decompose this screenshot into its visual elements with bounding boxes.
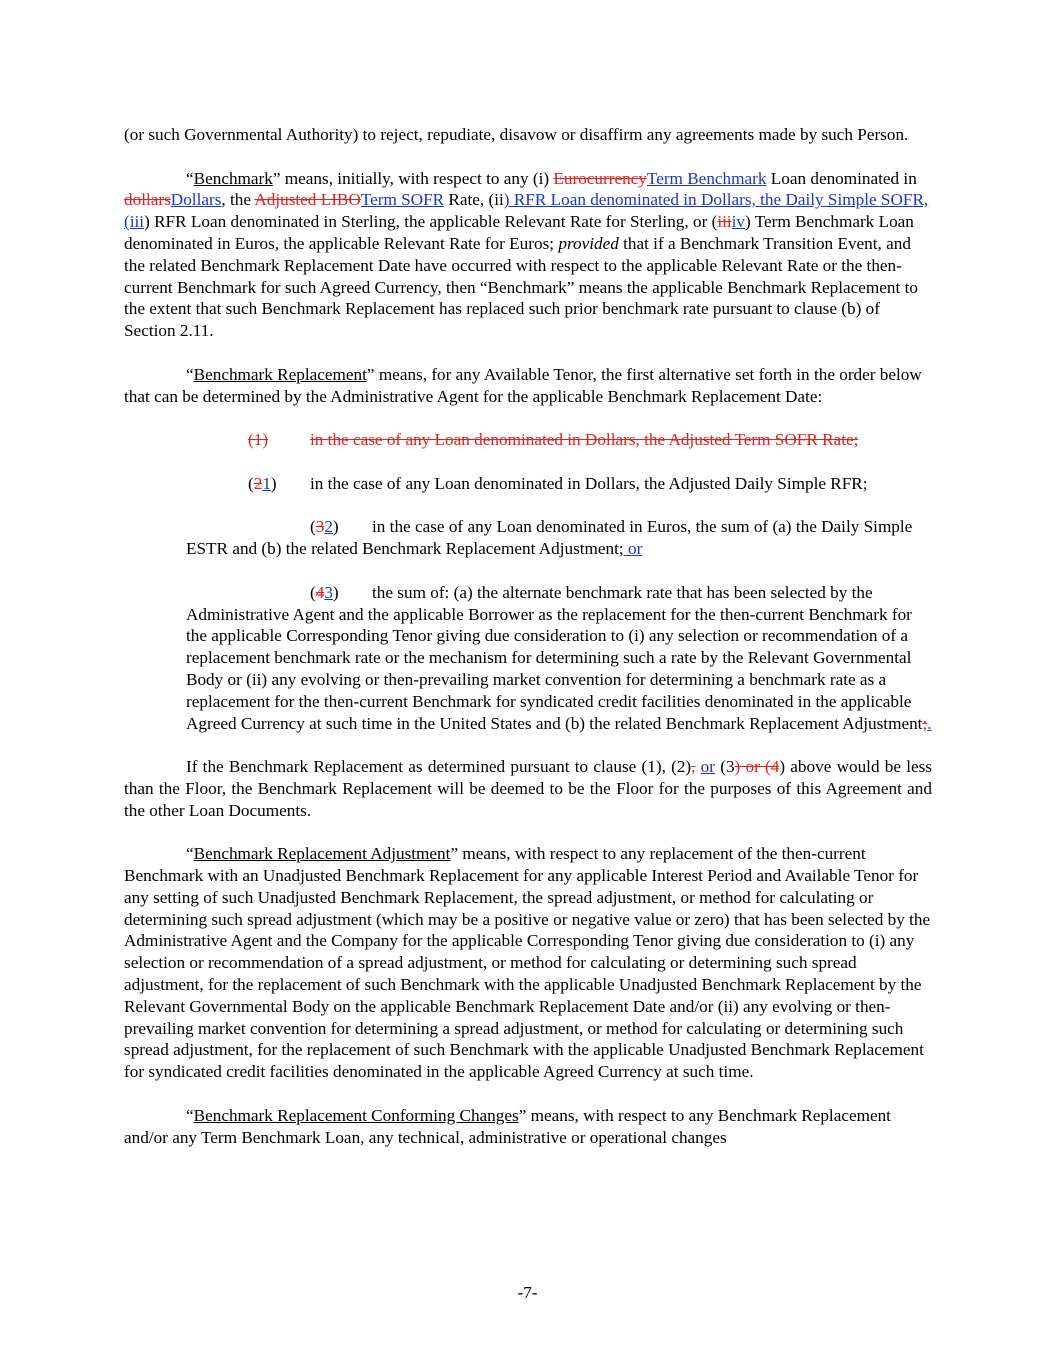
insertion: iv <box>731 212 746 232</box>
list-item-1 <box>124 429 932 451</box>
list-item-2: (21) in the case of any Loan denominated in Dollars, the Adjusted Daily Simple RFR; <box>248 473 868 493</box>
list-number: (21) <box>248 473 277 493</box>
insertion: Term Benchmark <box>646 168 767 188</box>
defined-term: Benchmark <box>193 168 273 188</box>
insertion: . <box>927 713 932 733</box>
list-number: (43) <box>310 582 339 602</box>
emphasis: provided <box>558 233 619 253</box>
definition-benchmark: “Benchmark” means, initially, with respect to any (i) EurocurrencyTerm Benchmark Loan denominated in dollarsDollars, the Adjusted LIBOTerm SOFR Rate, (ii) RFR Loan denominated in Dollars, the Daily Simple SOFR, (iii) RFR Loan denominated in Sterling, the applicable Relevant Rate for Sterling, or (iiiiv) Term Benchmark Loan denominated in Euros, the applicable Relevant Rate for Euros; provided that if a Benchmark Transition Event, and the related Benchmark Replacement Date have occurred with respect to the applicable Relevant Rate or the then-current Benchmark for such Agreed Currency, then “Benchmark” means the applicable Benchmark Replacement to the extent that such Benchmark Replacement has replaced such prior benchmark rate pursuant to clause (b) of Section 2.11. <box>124 168 929 341</box>
list-item-4: (43) the sum of: (a) the alternate benchmark rate that has been selected by the Administrative Agent and the applicable Borrower as the replacement for the then-current Benchmark for the applicable Corresponding Tenor giving due consideration to (i) any selection or recommendation of a replacement benchmark rate or the mechanism for determining such a rate by the Relevant Governmental Body or (ii) any evolving or then-prevailing market convention for determining a benchmark rate as a replacement for the then-current Benchmark for syndicated credit facilities denominated in the applicable Agreed Currency at such time in the United States and (b) the related Benchmark Replacement Adjustment;. <box>186 582 932 733</box>
insertion: ) RFR Loan denominated in Dollars, the Daily Simple SOFR, (iii <box>124 190 929 232</box>
insertion: Dollars <box>170 190 222 210</box>
page-number: -7- <box>517 1283 538 1302</box>
list-number: (32) <box>310 517 339 537</box>
list-item-3: (32) in the case of any Loan denominated in Euros, the sum of (a) the Daily Simple ESTR and (b) the related Benchmark Replacement Adjustment; or <box>186 517 913 559</box>
defined-term: Benchmark Replacement <box>193 364 367 384</box>
definition-benchmark-replacement-conforming-changes: “Benchmark Replacement Conforming Changes” means, with respect to any Benchmark Replacement and/or any Term Benchmark Loan, any technical, administrative or operational changes <box>124 1105 891 1147</box>
deletion: dollars <box>124 190 171 210</box>
list-number: (1) <box>248 430 269 450</box>
deletion: in the case of any Loan denominated in Dollars, the Adjusted Term SOFR Rate; <box>310 430 859 450</box>
defined-term: Benchmark Replacement Adjustment <box>193 844 451 864</box>
deletion: Eurocurrency <box>553 168 647 188</box>
paragraph-floor: If the Benchmark Replacement as determined pursuant to clause (1), (2), or (3) or (4) above would be less than the Floor, the Benchmark Replacement will be deemed to be the Floor for the purposes of this Agreement and the other Loan Documents. <box>124 757 932 820</box>
definition-benchmark-replacement: “Benchmark Replacement” means, for any Available Tenor, the first alternative set forth in the order below that can be determined by the Administrative Agent for the applicable Benchmark Replacement Date: <box>124 364 922 406</box>
deletion: ) or (4 <box>734 757 780 777</box>
deletion: , <box>691 757 696 777</box>
defined-term: Benchmark Replacement Conforming Changes <box>193 1105 519 1125</box>
insertion: or <box>700 757 715 777</box>
deletion: Adjusted LIBO <box>254 190 361 210</box>
document-page <box>124 124 932 1148</box>
definition-benchmark-replacement-adjustment: “Benchmark Replacement Adjustment” means, with respect to any replacement of the then-current Benchmark with an Unadjusted Benchmark Replacement for any applicable Interest Period and Available Tenor for any setting of such Unadjusted Benchmark Replacement, the spread adjustment, or method for calculating or determining such spread adjustment (which may be a positive or negative value or zero) that has been selected by the Administrative Agent and the Company for the applicable Corresponding Tenor giving due consideration to (i) any selection or recommendation of a spread adjustment, or method for calculating or determining such spread adjustment, for the replacement of such Benchmark with the applicable Unadjusted Benchmark Replacement by the Relevant Governmental Body on the applicable Benchmark Replacement Date and/or (ii) any evolving or then-prevailing market convention for determining a spread adjustment, or method for calculating or determining such spread adjustment, for the replacement of such Benchmark with the applicable Unadjusted Benchmark Replacement for syndicated credit facilities denominated in the applicable Agreed Currency at such time. <box>124 844 931 1082</box>
insertion: or <box>623 539 643 559</box>
deletion: iii <box>717 212 732 232</box>
insertion: Term SOFR <box>360 190 445 210</box>
paragraph-continuation: (or such Governmental Authority) to reject, repudiate, disavow or disaffirm any agreements made by such Person. <box>124 125 909 144</box>
deletion: ; <box>922 713 928 733</box>
